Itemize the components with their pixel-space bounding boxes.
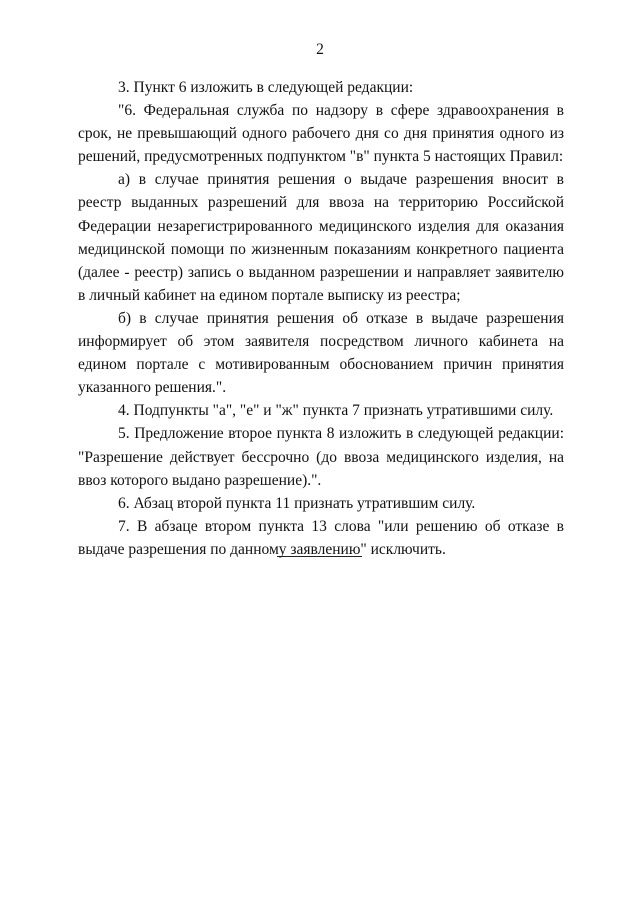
- document-body: [78, 76, 564, 561]
- end-separator-line: [277, 556, 362, 557]
- paragraph-item-3: 3. Пункт 6 изложить в следующей редакции:: [118, 79, 414, 96]
- paragraph-item-6-text: "6. Федеральная служба по надзору в сфере здравоохранения в срок, не превышающий одного рабочего дня со дня принятия одного из решений, предусмотренных подпунктом "в" пункта 5 настоящих Правил:: [78, 102, 564, 166]
- paragraph-item-5: 5. Предложение второе пункта 8 изложить в следующей редакции: "Разрешение действует бессрочно (до ввоза медицинского изделия, на ввоз которого выдано разрешение).".: [78, 425, 564, 489]
- paragraph-item-6: 6. Абзац второй пункта 11 признать утратившим силу.: [118, 494, 476, 512]
- paragraph-subitem-a: а) в случае принятия решения о выдаче разрешения вносит в реестр выданных разрешений для ввоза на территорию Российской Федерации незарегистрированного медицинского изделия для оказания медицинской помощи по жизненным показаниям конкретного пациента (далее - реестр) запись о выданном разрешении и направляет заявителю в личный кабинет на едином портале выписку из реестра;: [78, 171, 564, 304]
- paragraph-item-4: 4. Подпункты "а", "е" и "ж" пункта 7 признать утратившими силу.: [118, 402, 554, 420]
- paragraph-item-7: 7. В абзаце втором пункта 13 слова "или решению об отказе в выдаче разрешения по данному заявлению" исключить.: [78, 517, 564, 558]
- paragraph-subitem-b: б) в случае принятия решения об отказе в выдаче разрешения информирует об этом заявителя посредством личного кабинета на едином портале с мотивированным обоснованием причин принятия указанного решения.".: [78, 309, 564, 397]
- page-number: 2: [316, 41, 324, 58]
